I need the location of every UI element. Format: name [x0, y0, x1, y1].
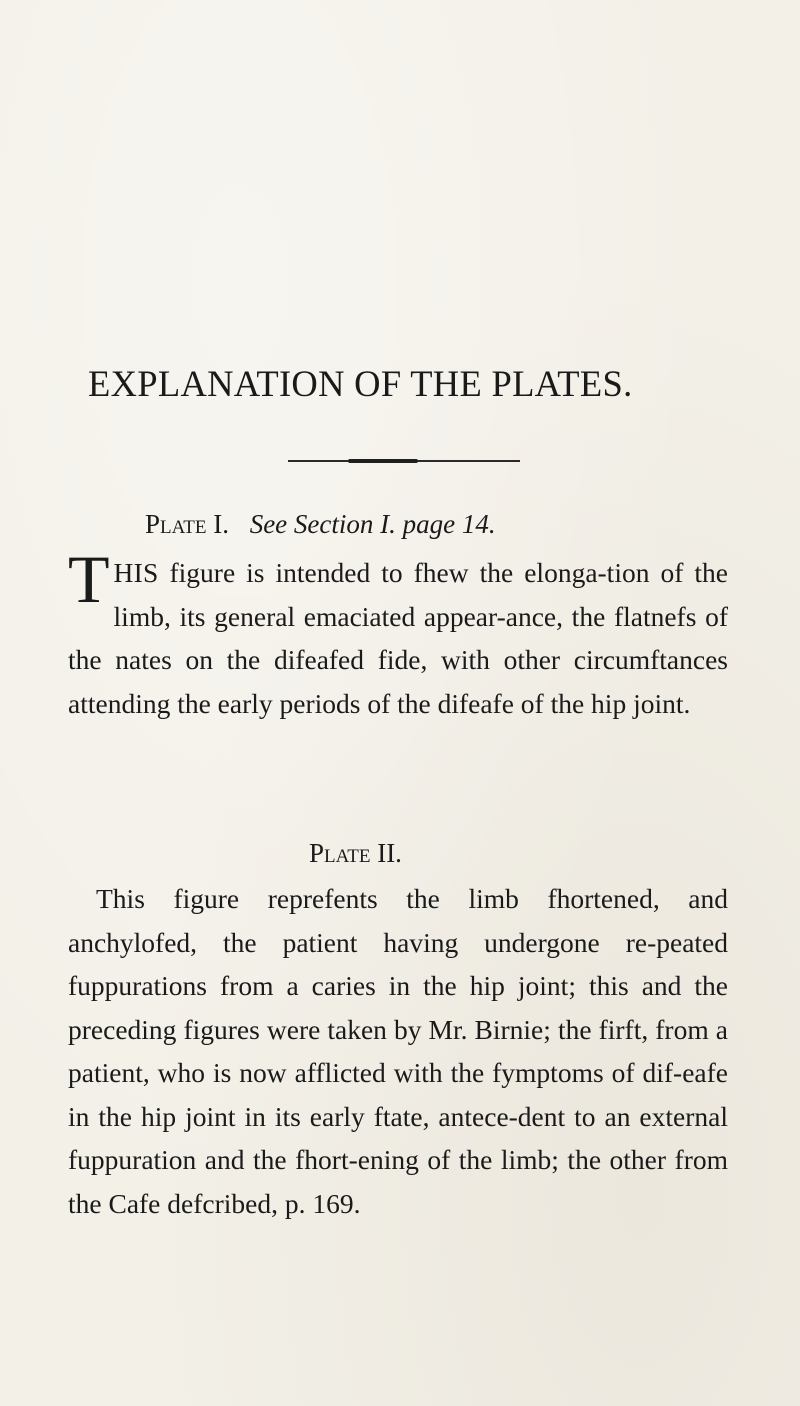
- plate-1-heading: [145, 511, 496, 538]
- plate-2-heading: [309, 840, 402, 867]
- plate-1-text: figure is intended to fhew the elonga-tion of the limb, its general emaciated appear-ance, the flatnefs of the nates on the difeafed fide, with other circumftances attending the early periods of the difeafe of the hip joint.: [68, 557, 728, 719]
- plate-2-paragraph: [68, 877, 728, 1225]
- plate-1-reference: See Section I. page 14.: [249, 509, 496, 539]
- drop-cap-continuation: HIS: [113, 557, 159, 588]
- plate-2-text: This figure reprefents the limb fhortened, and anchylofed, the patient having undergone re-peated fuppurations from a caries in the hip joint; this and the preceding figures were taken by Mr. Birnie; the firft, from a patient, who is now afflicted with the fymptoms of dif-eafe in the hip joint in its early ftate, antece-dent to an external fuppuration and the fhort-ening of the limb; the other from the Cafe defcribed, p. 169.: [68, 883, 728, 1219]
- drop-cap: T: [68, 541, 110, 617]
- ornamental-rule: [288, 460, 520, 462]
- plate-2-title: Plate II.: [309, 838, 402, 868]
- page-title: EXPLANATION OF THE PLATES.: [88, 363, 633, 404]
- plate-1-title: Plate I.: [145, 509, 229, 539]
- plate-1-paragraph: [68, 541, 728, 725]
